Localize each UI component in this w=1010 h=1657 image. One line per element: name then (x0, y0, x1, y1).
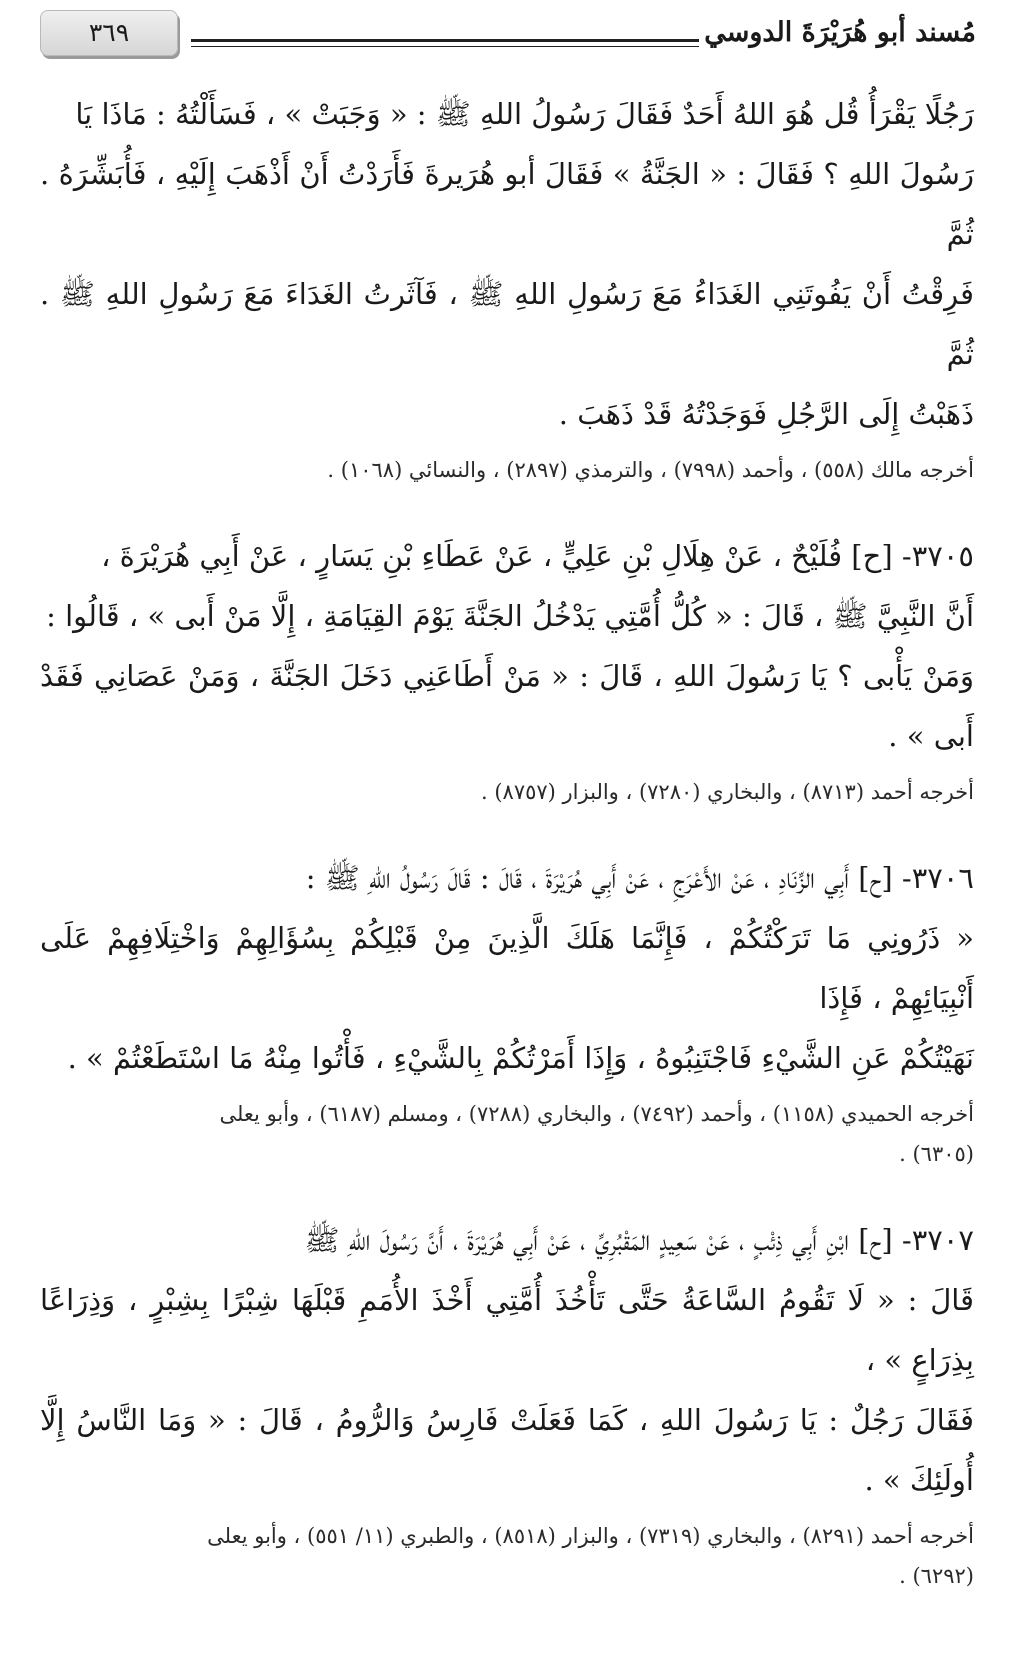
takhrij-line: أخرجه مالك (٥٥٨) ، وأحمد (٧٩٩٨) ، والترمذي (٢٨٩٧) ، والنسائي (١٠٦٨) . (327, 458, 974, 482)
header-rule-thin (191, 46, 699, 47)
takhrij-line: أخرجه أحمد (٨٧١٣) ، والبخاري (٧٢٨٠) ، والبزار (٨٧٥٧) . (481, 780, 974, 804)
takhrij-line: (٦٢٩٢) . (899, 1564, 974, 1588)
takhrij-note (40, 772, 974, 812)
text-line: ٣٧٠٧- [ح] ابْنِ أَبِي ذِئْبٍ ، عَنْ سَعِيدٍ المَقْبُرِيِّ ، عَنْ أَبِي هُرَيْرَةَ ، أَنَّ رَسُولَ اللهِ ﷺ (304, 1223, 974, 1257)
takhrij-line: (٦٣٠٥) . (899, 1142, 974, 1166)
takhrij-note (40, 1094, 974, 1174)
hadith-text (40, 84, 974, 444)
hadith-3706 (40, 848, 974, 1174)
hadith-text (40, 526, 974, 766)
text-line: أَنَّ النَّبِيَّ ﷺ ، قَالَ : « كُلُّ أُمَّتِي يَدْخُلُ الجَنَّةَ يَوْمَ القِيَامَةِ ، إِلَّا مَنْ أَبى » ، قَالُوا : (46, 599, 974, 633)
text-line: ذَهَبْتُ إِلَى الرَّجُلِ فَوَجَدْتُهُ قَدْ ذَهَبَ . (558, 397, 974, 431)
text-line: « ذَرُونِي مَا تَرَكْتُكُمْ ، فَإِنَّمَا هَلَكَ الَّذِينَ مِنْ قَبْلِكُمْ بِسُؤَالِهِمْ وَاخْتِلَافِهِمْ عَلَى أَنْبِيَائِهِمْ ، فَإِذَا (40, 921, 974, 1015)
text-line: رَجُلًا يَقْرَأُ قُل هُوَ اللهُ أَحَدٌ فَقَالَ رَسُولُ اللهِ ﷺ : « وَجَبَتْ » ، فَسَأَلْتُهُ : مَاذَا يَا (75, 97, 974, 131)
takhrij-line: أخرجه الحميدي (١١٥٨) ، وأحمد (٧٤٩٢) ، والبخاري (٧٢٨٨) ، ومسلم (٦١٨٧) ، وأبو يعلى (219, 1102, 974, 1126)
text-line: ٣٧٠٦- [ح] أَبِي الزِّنَادِ ، عَنْ الأَعْرَجِ ، عَنْ أَبِي هُرَيْرَةَ ، قَالَ : قَالَ رَسُولُ اللهِ ﷺ : (305, 861, 974, 895)
hadith-text (40, 848, 974, 1088)
text-line: وَمَنْ يَأْبى ؟ يَا رَسُولَ اللهِ ، قَالَ : « مَنْ أَطَاعَنِي دَخَلَ الجَنَّةَ ، وَمَنْ عَصَانِي فَقَدْ أَبى » . (40, 659, 974, 753)
hadith-3707 (40, 1210, 974, 1596)
page-header (36, 6, 976, 62)
text-line: قَالَ : « لَا تَقُومُ السَّاعَةُ حَتَّى تَأْخُذَ أُمَّتِي أَخْذَ الأُمَمِ قَبْلَهَا شِبْرًا بِشِبْرٍ ، وَذِرَاعًا بِذِرَاعٍ » ، (40, 1283, 974, 1377)
hadith-3705 (40, 526, 974, 812)
text-line: رَسُولَ اللهِ ؟ فَقَالَ : « الجَنَّةُ » فَقَالَ أبو هُرَيرةَ فَأَرَدْتُ أَنْ أَذْهَبَ إِلَيْهِ ، فَأُبَشِّرَهُ . ثُمَّ (40, 157, 974, 251)
page-content (40, 84, 974, 1632)
takhrij-line: أخرجه أحمد (٨٢٩١) ، والبخاري (٧٣١٩) ، والبزار (٨٥١٨) ، والطبري (١١/ ٥٥١) ، وأبو يعلى (207, 1524, 974, 1548)
takhrij-note (40, 1516, 974, 1596)
takhrij-note (40, 450, 974, 490)
text-line: ٣٧٠٥- [ح] فُلَيْحٌ ، عَنْ هِلَالِ بْنِ عَلِيٍّ ، عَنْ عَطَاءِ بْنِ يَسَارٍ ، عَنْ أَبِي هُرَيْرَةَ ، (101, 539, 974, 573)
header-rule (191, 39, 699, 42)
page-number: ٣٦٩ (40, 10, 178, 56)
hadith-continuation (40, 84, 974, 490)
text-line: فَقَالَ رَجُلٌ : يَا رَسُولَ اللهِ ، كَمَا فَعَلَتْ فَارِسُ وَالرُّومُ ، قَالَ : « وَمَا النَّاسُ إِلَّا أُولَئِكَ » . (40, 1403, 974, 1497)
book-title: مُسند أبو هُرَيْرَةَ الدوسي (704, 17, 976, 48)
hadith-text (40, 1210, 974, 1510)
text-line: نَهَيْتُكُمْ عَنِ الشَّيْءِ فَاجْتَنِبُوهُ ، وَإِذَا أَمَرْتُكُمْ بِالشَّيْءِ ، فَأْتُوا مِنْهُ مَا اسْتَطَعْتُمْ » . (67, 1041, 974, 1075)
text-line: فَرِقْتُ أَنْ يَفُوتَنِي الغَدَاءُ مَعَ رَسُولِ اللهِ ﷺ ، فَآثَرتُ الغَدَاءَ مَعَ رَسُولِ اللهِ ﷺ . ثُمَّ (40, 277, 974, 371)
